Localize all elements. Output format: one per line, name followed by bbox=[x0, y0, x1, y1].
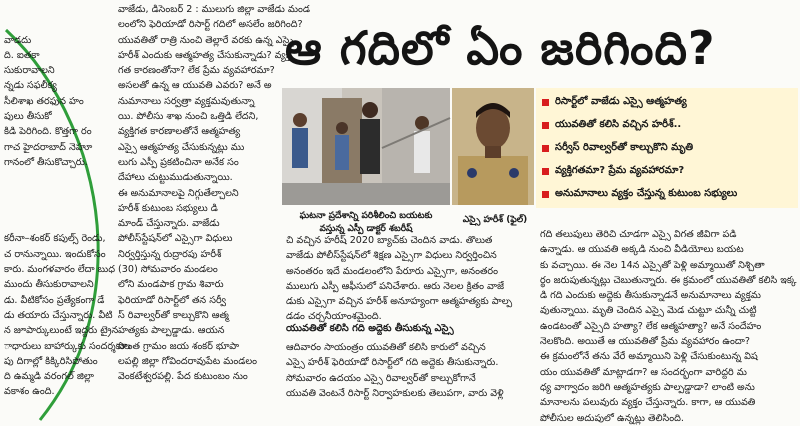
highlight-item bbox=[536, 114, 798, 136]
text-line: సుకురావాలని bbox=[4, 65, 55, 77]
text-line: సీలిశాఖ తరఫున హం bbox=[4, 95, 84, 107]
highlight-text: యువతితో కలిసి వచ్చిన హరీశ్.. bbox=[555, 119, 682, 130]
text-line: వుతున్నాయి. మృతి చెందిన ఎస్సై మెడ చుట్టూ చున్నీ చుట్టి bbox=[540, 305, 757, 317]
text-line: ముందు తీసుకురావాలని bbox=[4, 279, 94, 291]
text-line: యువతి వెంటనే రిసార్ట్ నిర్వాహకులకు తెలుపగా, వారు వెళ్లి bbox=[286, 387, 504, 399]
text-line: కిడి పెరిగింది. కొత్తగా రం bbox=[4, 126, 92, 138]
text-line: (30) సోమవారం మండలం bbox=[118, 264, 218, 276]
highlight-item bbox=[536, 160, 798, 182]
text-line: ాధారులు బాహార్కుకు సందర్శకుల bbox=[4, 340, 131, 352]
square-bullet-icon bbox=[542, 168, 549, 175]
portrait-caption: ఎస్సై హరీశ్ (ఫైల్) bbox=[462, 215, 528, 225]
text-line: మానాలను పలువురు వ్యక్తం చేస్తున్నారు. కాగా, ఆ యువతి bbox=[540, 397, 756, 409]
highlight-item bbox=[536, 91, 798, 113]
text-line: కరీనా–శంకర్ కపుల్స్ రెండు, bbox=[4, 233, 106, 245]
text-line: నుమానాలు సర్వత్రా వ్యక్తమవుతున్నా bbox=[118, 95, 255, 107]
square-bullet-icon bbox=[542, 145, 549, 152]
highlight-text: సర్వీస్ రివాల్వర్‌తో కాల్చుకొని మృతి bbox=[555, 142, 694, 153]
text-line: ఆదివారం సాయంత్రం యువతితో కలిసి కారులో వచ్చిన bbox=[286, 342, 486, 354]
text-line: వెంకటేశ్వరపల్లి. పేద కుటుంబం నుం bbox=[118, 371, 248, 383]
text-line: వాజేడు, డిసెంబర్ 2 : ములుగు జిల్లా వాజేడు మండ bbox=[118, 4, 310, 15]
left-column-text bbox=[4, 2, 131, 400]
text-line: వాజేడు పోలీస్‌స్టేషన్‌లో శిక్షణ ఎస్సైగా విధులు నిర్వర్తించిన bbox=[286, 250, 497, 262]
text-line: లుగు ఎస్పీ ప్రకటించినా అనేక సం bbox=[118, 156, 239, 168]
text-line: ఉండటంతో ఎస్సైది హత్యా? లేక ఆత్మహత్యా? అనే సందేహం bbox=[540, 320, 762, 332]
text-line bbox=[4, 170, 112, 185]
text-line: చి వచ్చిన హరీష్ 2020 బ్యాచ్‌కు చెందిన వాడు. తొలుత bbox=[286, 235, 493, 246]
text-line: కు వచ్చాయి. ఈ నెల 14న ఎస్సైతో పెళ్లి అమ్మాయితో నిశ్చితా bbox=[540, 259, 765, 271]
text-line bbox=[4, 201, 112, 216]
text-line: వకాశం ఉంది. bbox=[4, 386, 55, 398]
text-line: లోని మండపాక గ్రామ శివారు bbox=[118, 279, 224, 291]
text-line bbox=[4, 17, 112, 32]
text-line: డడం చర్చనీయాంశమైంది. bbox=[286, 311, 382, 323]
text-line bbox=[4, 216, 112, 231]
text-line: లంలోని ఫెరియాడో రిసార్ట్ గదిలో అసలేం జరిగింది? bbox=[118, 19, 303, 31]
text-line: పులు తీసుకో bbox=[4, 111, 52, 123]
text-line: దేహాలు చుట్టుముడుతున్నాయి. bbox=[118, 172, 233, 184]
text-line: గత కారణంతోనా? లేక ప్రేమ వ్యవహారమా? bbox=[118, 65, 275, 77]
text-line: అసలతో ఉన్న ఆ యువతి ఎవరు? అనే అ bbox=[118, 80, 272, 92]
text-line bbox=[4, 2, 112, 17]
square-bullet-icon bbox=[542, 122, 549, 129]
text-line: ది. ఐతకా bbox=[4, 49, 40, 61]
text-line: డుకు ఎస్సైగా వచ్చిన హరీశ్ అనూహ్యంగా ఆత్మహత్యకు పాల్ప bbox=[286, 296, 513, 308]
text-line: హత్యకు పాల్పడ్డాడు. ఆయన bbox=[118, 325, 225, 337]
text-line bbox=[4, 186, 112, 201]
text-line: డు. వీటికోసం ప్రత్యేకంగా డే bbox=[4, 294, 105, 306]
caption-line: వస్తున్న ఎస్పీ డాక్టర్ శబరీష్ bbox=[319, 224, 413, 234]
text-line: ఈ క్రమంలోనే తను వేరే అమ్మాయిని పెళ్లి చేసుకుంటున్న విష bbox=[540, 351, 758, 363]
text-line: వాడదు bbox=[4, 34, 32, 46]
text-line: యి. పోలీసు శాఖ నుంచి ఒత్తిడి లేదని, bbox=[118, 111, 259, 123]
highlight-text: అనుమానాలు వ్యక్తం చేస్తున్న కుటుంబ సభ్యులు bbox=[555, 188, 738, 199]
officer-portrait-photo bbox=[452, 88, 534, 205]
text-line: ఫెరియాడో రిసార్ట్‌లో తన సర్వీ bbox=[118, 294, 227, 306]
right-column-text bbox=[540, 227, 798, 426]
section-subhead: యువతితో కలిసి గది అద్దెకు తీసుకున్న ఎస్సై bbox=[286, 323, 454, 334]
square-bullet-icon bbox=[542, 191, 549, 198]
text-line: డి గది ఎందుకు అద్దెకు తీసుకున్నాడనే అనుమానాలు వ్యక్తమ bbox=[540, 290, 761, 302]
text-line: హరీశ్ ఎందుకు ఆత్మహత్య చేసుకున్నాడు? వ్యక్తి bbox=[118, 49, 291, 61]
mid-column-text-bottom bbox=[286, 233, 532, 401]
text-line: సొంత గ్రామం జయ శంకర్ భూపా bbox=[118, 340, 240, 352]
text-line: పోలీస్‌స్టేషన్‌లో ఎస్సైగా విధులు bbox=[118, 233, 233, 245]
text-line: న జూపార్కులుంటే ఇద్దరు ట్రైన bbox=[4, 325, 119, 337]
text-line: గాచ హైదరాబాద్ నెహూ bbox=[4, 141, 93, 153]
text-line: చ రానున్నాయి. ఇందుకోసం bbox=[4, 248, 106, 260]
highlights-box bbox=[536, 88, 798, 208]
mid-column-text-top bbox=[118, 2, 310, 384]
page-headline: ఆ గదిలో ఏం జరిగింది? bbox=[285, 21, 716, 75]
caption-line: ఘటనా ప్రదేశాన్ని పరిశీలించి బయటకు bbox=[299, 211, 433, 221]
text-line: డు తయారు చేస్తున్నారు. వీటి bbox=[4, 309, 113, 321]
text-line: అనంతరం ఇదే మండలంలోని పేరూరు ఎస్సైగా, అనంతరం bbox=[286, 265, 498, 277]
text-line: స్ రివాల్వర్‌తో కాల్చుకొని ఆత్మ bbox=[118, 309, 229, 321]
text-line: ఎస్సై హరీశ్ ఫెరియాడో రిసార్ట్‌లో గది అద్దెకు తీసుకున్నారు. bbox=[286, 357, 499, 369]
scene-photo bbox=[282, 88, 450, 205]
text-line: ఈ అనుమానాలపై నిగ్గుతేల్చాలని bbox=[118, 187, 239, 199]
highlight-text: వ్యక్తిగతమా? ప్రేమ వ్యవహారమా? bbox=[555, 165, 685, 176]
text-line: నిర్వర్తిస్తున్న రుద్రారపు హరీశ్ bbox=[118, 248, 222, 260]
highlight-item bbox=[536, 183, 798, 205]
text-line: మాండ్ చేస్తున్నారు. వాజేడు bbox=[118, 218, 220, 230]
text-line: నెలకొంది. అయితే ఆ యువతితో ప్రేమ వ్యవహారం ఉందా? bbox=[540, 336, 750, 348]
text-line: యువతితో రాత్రి నుంచి తెల్లారే వరకు ఉన్న ఎస్సై bbox=[118, 34, 295, 46]
text-line: వ్యక్తిగత కారణాలతోనే ఆత్మహత్య bbox=[118, 126, 241, 138]
text-line: పు దిగాల్లో కిక్కిరిసిపోతుం bbox=[4, 355, 98, 367]
text-line: గది తలుపులు తెరిచి చూడగా ఎస్సై విగత జీవిగా పడి bbox=[540, 229, 737, 240]
text-line: ధ్య వాగ్వాదం జరిగి ఆత్మహత్యకు పాల్పడ్డాడా? లాంటి అను bbox=[540, 381, 755, 393]
square-bullet-icon bbox=[542, 99, 549, 106]
text-line: యం యువతితో మాట్లాడగా? ఆ సందర్భంగా వారిద్దరి మ bbox=[540, 366, 747, 378]
highlight-item bbox=[536, 137, 798, 159]
text-line: పోలీసుల అదుపులో ఉన్నట్లు తెలిసింది. bbox=[540, 412, 684, 424]
text-line: ఎస్సై ఆత్మహత్య చేసుకున్నట్లు ము bbox=[118, 141, 245, 153]
text-line: ది ఉమ్మడి వరంగల్ జిల్లా bbox=[4, 371, 94, 383]
text-line: కారు. మంగళవారం లేదా బుధ bbox=[4, 264, 115, 276]
highlight-text: రిసార్ట్‌లో వాజేడు ఎస్సై ఆత్మహత్య bbox=[555, 96, 687, 107]
text-line: లపల్లి జిల్లా గోవిందరావుపేట మండలం bbox=[118, 355, 257, 367]
text-line: ఉన్నాడు. ఆ యువతి అక్కడి నుంచి వీడియోలు బయట bbox=[540, 244, 744, 256]
text-line: ములుగు ఎస్పీ ఆఫీసులో పనిచేశారు. ఆరు నెలల క్రితం వాజే bbox=[286, 280, 505, 292]
text-line: న్నడు సఫలీక్య bbox=[4, 80, 57, 92]
text-line: ర్థం జరుపుతున్నట్లు చెబుతున్నారు. ఈ క్రమంలో యువతితో కలిసి ఇక్క bbox=[540, 274, 797, 286]
text-line: గానంలో తీసుకొచ్చారు. bbox=[4, 156, 88, 168]
text-line: హరీశ్ కుటుంబ సభ్యులు డి bbox=[118, 202, 218, 214]
text-line: సోమవారం ఉదయం ఎస్సై రివాల్వర్‌తో కాల్చుకోగానే bbox=[286, 372, 476, 384]
